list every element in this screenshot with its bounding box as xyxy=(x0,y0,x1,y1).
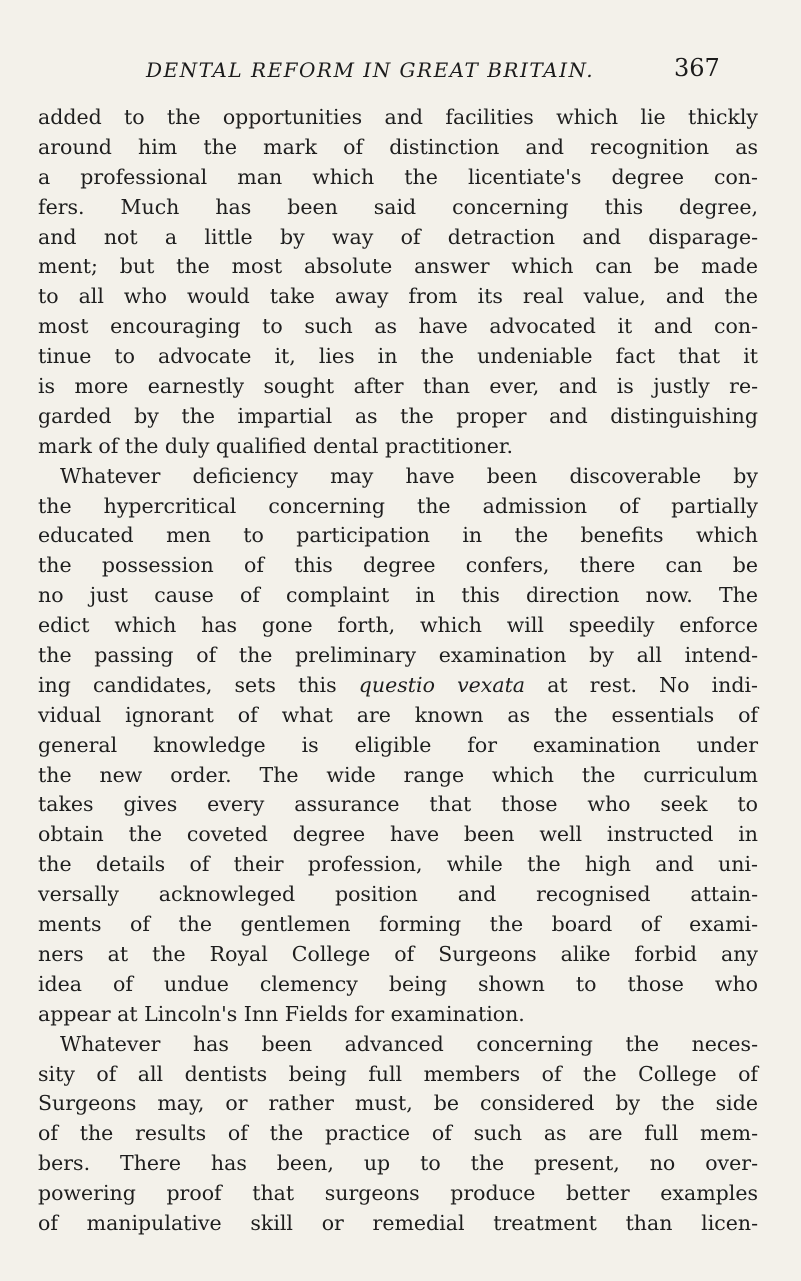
text-line: and not a little by way of detraction and disparage- xyxy=(38,224,758,249)
text-line: educated men to participation in the benefits which xyxy=(38,523,758,548)
text-line: mark of the duly qualified dental practitioner. xyxy=(38,433,513,458)
text-line: Surgeons may, or rather must, be considered by the side xyxy=(38,1091,758,1116)
text-line: versally acknowleged position and recognised attain- xyxy=(38,882,758,907)
paragraph-start-line: Whatever deficiency may have been discoverable by xyxy=(60,463,758,488)
text-line: no just cause of complaint in this direction now. The xyxy=(38,583,758,608)
text-line-with-italic xyxy=(38,671,758,701)
text-line: edict which has gone forth, which will speedily enforce xyxy=(38,613,758,638)
text-line: around him the mark of distinction and recognition as xyxy=(38,134,758,159)
running-title: DENTAL REFORM IN GREAT BRITAIN. xyxy=(146,58,595,82)
text-line: powering proof that surgeons produce better examples xyxy=(38,1181,758,1206)
text-line: to all who would take away from its real value, and the xyxy=(38,284,758,309)
text-line: of manipulative skill or remedial treatment than licen- xyxy=(38,1210,758,1235)
text-line: of the results of the practice of such as are full mem- xyxy=(38,1121,758,1146)
page-number: 367 xyxy=(674,54,720,82)
text-segment: ing candidates, sets this xyxy=(38,672,359,697)
text-line: the passing of the preliminary examination by all intend- xyxy=(38,643,758,668)
italic-phrase: questio vexata xyxy=(358,672,526,697)
body-text xyxy=(38,103,758,1239)
text-line: fers. Much has been said concerning this degree, xyxy=(38,194,758,219)
text-line: idea of undue clemency being shown to those who xyxy=(38,971,758,996)
text-line: is more earnestly sought after than ever, and is justly re- xyxy=(38,374,758,399)
text-line: sity of all dentists being full members of the College of xyxy=(38,1061,758,1086)
text-line: ment; but the most absolute answer which can be made xyxy=(38,254,758,279)
text-line: bers. There has been, up to the present, no over- xyxy=(38,1151,758,1176)
text-line: the possession of this degree confers, there can be xyxy=(38,553,758,578)
text-line: a professional man which the licentiate's degree con- xyxy=(38,164,758,189)
text-line: general knowledge is eligible for examination under xyxy=(38,732,758,757)
text-line: obtain the coveted degree have been well instructed in xyxy=(38,822,758,847)
text-line: ments of the gentlemen forming the board of exami- xyxy=(38,912,758,937)
text-line: most encouraging to such as have advocated it and con- xyxy=(38,314,758,339)
text-line: the new order. The wide range which the curriculum xyxy=(38,762,758,787)
text-line: garded by the impartial as the proper and distinguishing xyxy=(38,403,758,428)
text-line: added to the opportunities and facilities which lie thickly xyxy=(38,105,758,129)
text-line: vidual ignorant of what are known as the essentials of xyxy=(38,702,758,727)
text-line: the details of their profession, while the high and uni- xyxy=(38,852,758,877)
text-line: ners at the Royal College of Surgeons alike forbid any xyxy=(38,941,758,966)
text-line: takes gives every assurance that those who seek to xyxy=(38,792,758,817)
text-line: appear at Lincoln's Inn Fields for examination. xyxy=(38,1001,525,1026)
paragraph-start-line: Whatever has been advanced concerning the neces- xyxy=(60,1031,758,1056)
running-head xyxy=(146,54,746,82)
text-line: the hypercritical concerning the admission of partially xyxy=(38,493,758,518)
text-segment: at rest. No indi- xyxy=(525,672,758,697)
text-line: tinue to advocate it, lies in the undeniable fact that it xyxy=(38,344,758,369)
